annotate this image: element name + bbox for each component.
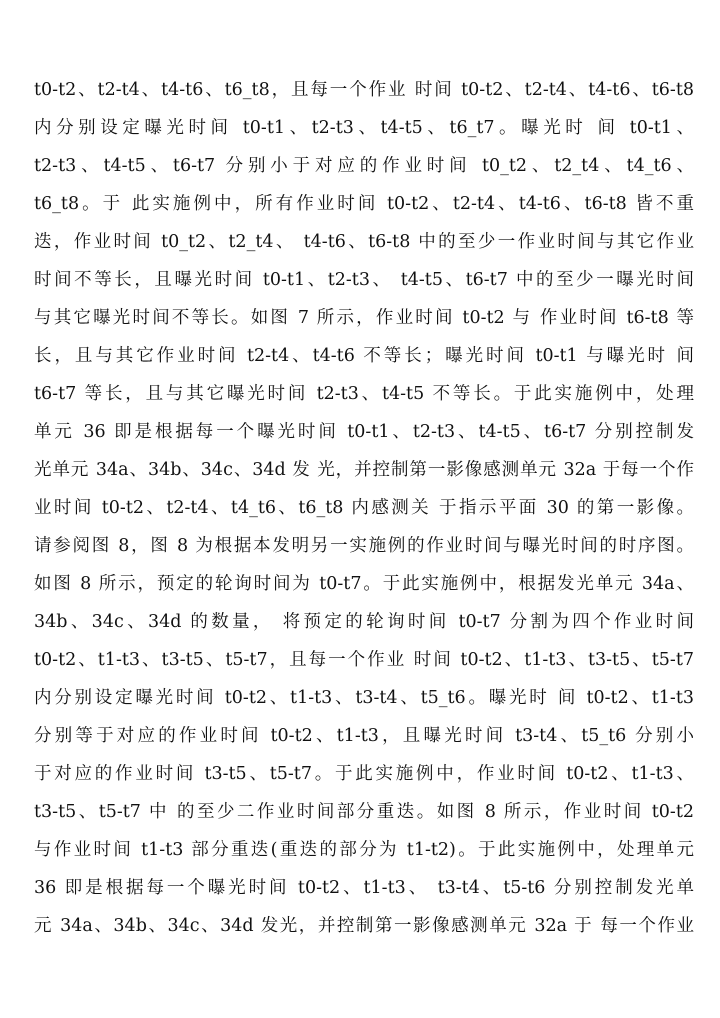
text-line-5: 迭，作业时间 t0_t2、t2_t4、 t4-t6、t6-t8 中的至少一作业时间与其它作业 xyxy=(34,232,694,252)
text-line-11: 光单元 34a、34b、34c、34d 发 光，并控制第一影像感测单元 32a 于每一个作 xyxy=(34,460,694,480)
text-line-10: 单元 36 即是根据每一个曝光时间 t0-t1、t2-t3、t4-t5、t6-t7 分别控制发 xyxy=(34,422,694,442)
text-line-17: 内分别设定曝光时间 t0-t2、t1-t3、t3-t4、t5_t6。曝光时 间 t0-t2、t1-t3 xyxy=(34,688,694,708)
text-line-13: 请参阅图 8，图 8 为根据本发明另一实施例的作业时间与曝光时间的时序图。 xyxy=(34,536,694,556)
text-line-21: 与作业时间 t1-t3 部分重迭(重迭的部分为 t1-t2)。于此实施例中，处理单元 xyxy=(34,840,694,860)
text-line-1: t0-t2、t2-t4、t4-t6、t6_t8，且每一个作业 时间 t0-t2、t2-t4、t4-t6、t6-t8 xyxy=(34,80,694,100)
text-line-14: 如图 8 所示，预定的轮询时间为 t0-t7。于此实施例中，根据发光单元 34a、 xyxy=(34,574,694,594)
text-line-6: 时间不等长，且曝光时间 t0-t1、t2-t3、 t4-t5、t6-t7 中的至少一曝光时间 xyxy=(34,270,694,290)
text-line-7: 与其它曝光时间不等长。如图 7 所示，作业时间 t0-t2 与 作业时间 t6-t8 等 xyxy=(34,308,694,328)
text-line-15: 34b、34c、34d 的数量， 将预定的轮询时间 t0-t7 分割为四个作业时间 xyxy=(34,612,694,632)
text-line-2: 内分别设定曝光时间 t0-t1、t2-t3、t4-t5、t6_t7。曝光时 间 t0-t1、 xyxy=(34,118,694,138)
text-line-4: t6_t8。于 此实施例中，所有作业时间 t0-t2、t2-t4、t4-t6、t6-t8 皆不重 xyxy=(34,194,694,214)
text-line-8: 长，且与其它作业时间 t2-t4、t4-t6 不等长；曝光时间 t0-t1 与曝光时 间 xyxy=(34,346,694,366)
text-line-9: t6-t7 等长，且与其它曝光时间 t2-t3、t4-t5 不等长。于此实施例中，处理 xyxy=(34,384,694,404)
text-line-22: 36 即是根据每一个曝光时间 t0-t2、t1-t3、 t3-t4、t5-t6 分别控制发光单 xyxy=(34,878,694,898)
text-line-3: t2-t3、t4-t5、t6-t7 分别小于对应的作业时间 t0_t2、t2_t4、t4_t6、 xyxy=(34,156,694,176)
text-line-23: 元 34a、34b、34c、34d 发光，并控制第一影像感测单元 32a 于 每一个作业 xyxy=(34,916,694,936)
text-line-16: t0-t2、t1-t3、t3-t5、t5-t7，且每一个作业 时间 t0-t2、t1-t3、t3-t5、t5-t7 xyxy=(34,650,694,670)
text-line-20: t3-t5、t5-t7 中 的至少二作业时间部分重迭。如图 8 所示，作业时间 t0-t2 xyxy=(34,802,694,822)
text-line-12: 业时间 t0-t2、t2-t4、t4_t6、t6_t8 内感测关 于指示平面 30 的第一影像。 xyxy=(34,498,694,518)
text-line-18: 分别等于对应的作业时间 t0-t2、t1-t3，且曝光时间 t3-t4、t5_t6 分别小 xyxy=(34,726,694,746)
text-line-19: 于对应的作业时间 t3-t5、t5-t7。于此实施例中，作业时间 t0-t2、t1-t3、 xyxy=(34,764,694,784)
